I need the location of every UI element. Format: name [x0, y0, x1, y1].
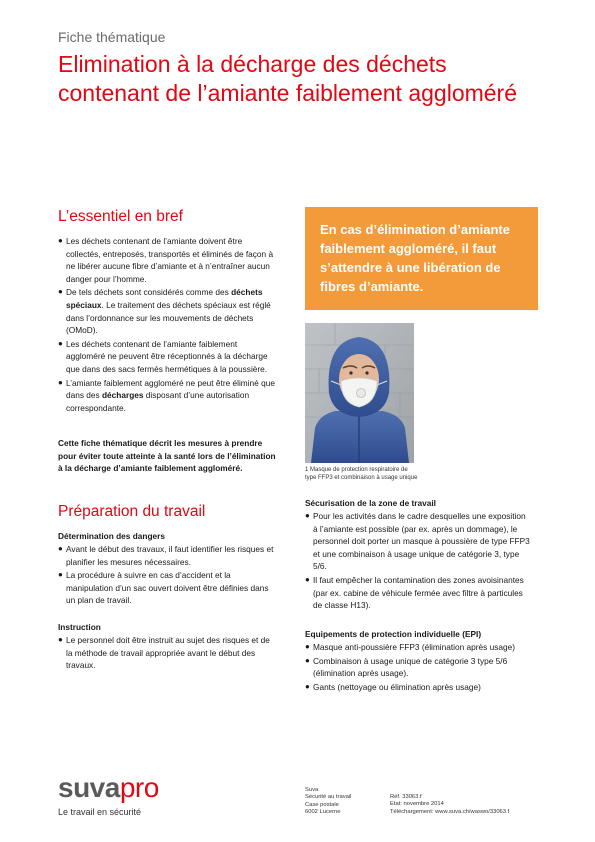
brand-tagline: Le travail en sécurité: [58, 807, 142, 817]
bullet-icon: ●: [58, 377, 63, 387]
bullet-icon: ●: [305, 642, 310, 651]
subheading-dangers: Détermination des dangers: [58, 531, 165, 541]
intro-paragraph: Cette fiche thématique décrit les mesures à prendre pour éviter toute atteinte à la santé lors de l’élimination à la décharge d’amiante faiblement aggloméré.: [58, 438, 276, 474]
instruction-bullet-list: [58, 634, 278, 673]
list-item: ● L’amiante faiblement aggloméré ne peut être éliminé que dans des décharges disposant d’une autorisation correspondante.: [58, 377, 275, 413]
securisation-bullet-list: [305, 510, 531, 613]
document-kicker: Fiche thématique: [58, 29, 166, 45]
section-heading-essentiel: L’essentiel en bref: [58, 208, 183, 225]
list-item: ● Gants (nettoyage ou élimination après usage): [305, 681, 481, 692]
bullet-icon: ●: [305, 574, 310, 584]
suvapro-logo: suvapro: [58, 772, 159, 803]
bullet-icon: ●: [305, 655, 310, 665]
essentiel-bullet-list: [58, 235, 278, 415]
page-title: Elimination à la décharge des déchets contenant de l’amiante faiblement aggloméré: [58, 51, 518, 106]
list-item: ● Masque anti-poussière FFP3 (élimination après usage): [305, 642, 515, 652]
dangers-bullet-list: [58, 543, 278, 608]
subheading-epi: Equipements de protection individuelle (EPI): [305, 629, 482, 639]
bullet-icon: ●: [305, 681, 310, 691]
bullet-icon: ●: [58, 338, 63, 348]
list-item: ● Les déchets contenant de l’amiante doivent être collectés, entreposés, transportés et éliminés de façon à ne libérer aucune fibre d’amiante et à n’entraîner aucun danger pour l’homme.: [58, 236, 274, 284]
photo-protective-equipment: [305, 323, 414, 463]
download-link[interactable]: Téléchargement: www.suva.ch/waswo/33063.f: [390, 808, 510, 815]
key-message-callout: En cas d’élimination d’amiante faiblement aggloméré, il faut s’attendre à une libération de fibres d’amiante.: [305, 207, 538, 310]
bullet-icon: ●: [58, 287, 63, 297]
list-item: ● Il faut empêcher la contamination des zones avoisinantes (par ex. cabine de véhicule fermée avec filtre à particules de classe H13).: [305, 574, 524, 611]
bullet-icon: ●: [58, 635, 63, 644]
footer-document-meta: Réf. 33063.f Etat: novembre 2014 Téléchargement: www.suva.ch/waswo/33063.f: [390, 794, 540, 816]
bullet-icon: ●: [58, 236, 63, 245]
section-heading-preparation: Préparation du travail: [58, 503, 206, 520]
list-item: ● Les déchets contenant de l’amiante faiblement aggloméré ne peuvent être réceptionnés à la décharge que dans des sacs fermés hermétiques à la poussière.: [58, 338, 268, 374]
list-item: ● Le personnel doit être instruit au sujet des risques et de la méthode de travail appropriée avant le début des travaux.: [58, 635, 270, 671]
list-item: ● Combinaison à usage unique de catégorie 3 type 5/6 (élimination après usage).: [305, 655, 508, 679]
bullet-icon: ●: [305, 511, 310, 520]
list-item: ● Pour les activités dans le cadre desquelles une exposition à l’amiante est possible (par ex. après un dommage), le personnel doit porter un masque à poussière de type FFP3 et une combinaison à usage unique de catégorie 3, type 5/6.: [305, 511, 530, 572]
subheading-instruction: Instruction: [58, 622, 101, 632]
footer-address: Suva Sécurité au travail Case postale 6002 Lucerne: [305, 787, 352, 815]
bullet-icon: ●: [58, 570, 63, 580]
list-item: ● La procédure à suivre en cas d’accident et la manipulation d’un sac ouvert doivent être définies dans un plan de travail.: [58, 570, 269, 606]
worker-in-protective-suit-image: [305, 323, 414, 463]
list-item: ● Avant le début des travaux, il faut identifier les risques et planifier les mesures nécessaires.: [58, 544, 274, 567]
epi-bullet-list: [305, 641, 531, 694]
photo-caption: 1 Masque de protection respiratoire de type FFP3 et combinaison à usage unique: [305, 467, 418, 481]
bullet-icon: ●: [58, 544, 63, 553]
subheading-securisation: Sécurisation de la zone de travail: [305, 498, 436, 508]
list-item: ● De tels déchets sont considérés comme des déchets spéciaux. Le traitement des déchets spéciaux est réglé dans l’ordonnance sur les mouvements de déchets (OMoD).: [58, 287, 271, 336]
